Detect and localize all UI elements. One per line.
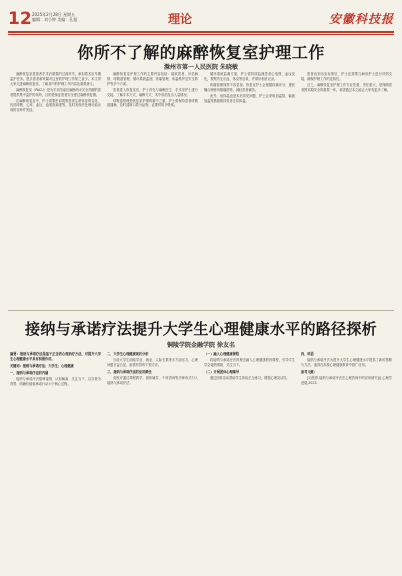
section-title: 理论 [168, 12, 193, 26]
article2-body [10, 350, 392, 570]
article1-column [301, 72, 392, 304]
date-info [32, 12, 77, 22]
paragraph: 接纳与承诺疗法强调接纳、认知解离、关注当下、以自我为背景、明确价值和承诺行动六个核心过程。 [10, 376, 101, 386]
article2-column [204, 350, 295, 570]
article2-column [10, 350, 101, 570]
article1-column [107, 72, 198, 304]
header-rule-thin [8, 34, 394, 35]
newspaper-brand: 安徽科技报 [328, 12, 394, 26]
article1-body [10, 72, 392, 304]
paragraph: 麻醉恢复室是患者手术后重要的过渡环节，承担着术后早期监护任务。很多患者和家属对这里的护理工作知之甚少。本文带大家走进麻醉恢复室，了解其中的护理工作内容及重要意义。 [10, 72, 101, 86]
paragraph: 通过团体活动帮助学生体验正念练习，增强心理灵活性。 [210, 375, 290, 380]
article2-title: 接纳与承诺疗法提升大学生心理健康水平的路径探析 [25, 320, 377, 338]
paragraph: [1]张婷.接纳与承诺疗法在心理咨询中的应用研究[J].心理学进展,2023. [301, 375, 392, 385]
paragraph: 当前大学生面临学业、就业、人际关系等多方面压力，心理问题日益凸显，亟需有效的干预方法。 [107, 357, 198, 367]
paragraph: 四、结语 [301, 352, 314, 356]
page-header [8, 10, 394, 32]
article1-column [204, 72, 295, 304]
page-number: 12 [8, 9, 32, 29]
date-line: 2025年2月28日 星期五 [32, 12, 76, 17]
header-rule [8, 31, 394, 33]
paragraph: 参考文献： [301, 369, 317, 374]
article-divider [8, 310, 394, 311]
article1-author: 滁州市第一人民医院 朱晓敏 [163, 64, 239, 71]
paragraph: 三、接纳与承诺疗法的应用路径 [107, 369, 152, 374]
paragraph: 此外，低体温也是术后常见问题，护士会采取加温毯、输液加温等措施维持患者正常体温。 [204, 93, 295, 103]
paragraph: 摘要：接纳与承诺疗法是基于正念的心理治疗方法，对提升大学生心理健康水平具有积极作用。 [10, 352, 101, 361]
paragraph: 疼痛管理同样不容忽视。恢复室护士会根据疼痛评分，遵医嘱合理使用镇痛药物，减轻患者痛苦。 [204, 82, 295, 92]
paragraph: 关键词：接纳与承诺疗法；大学生；心理健康 [10, 363, 74, 368]
paragraph: 患者达到出室标准后，护士还需要与病房护士进行详细交接，确保护理工作的连续性。 [301, 72, 392, 81]
paragraph: （一）融入心理健康课程 [204, 352, 240, 356]
paragraph: （二）开展团体心理辅导 [204, 369, 240, 374]
paragraph: 二、大学生心理健康现状分析 [107, 352, 149, 356]
article1-column [10, 72, 101, 304]
paragraph: 将接纳与承诺疗法的理念融入心理健康教育课程，引导学生学会接纳情绪、关注当下。 [204, 357, 295, 367]
paragraph: 循环系统监测方面，护士需持续监测患者心电图、血压变化，观察有无出血、休克等征象，并做好相应记录。 [204, 72, 295, 81]
paragraph: 一、接纳与承诺疗法的内涵 [10, 370, 49, 375]
editor-line: 编辑：刘小钟 美编：孔超 [32, 17, 78, 22]
paragraph: 麻醉恢复室护理工作的主要内容包括：接收患者、评估病情、呼吸道管理、循环系统监测、疼痛管理、体温维护及安全防护等多个方面。 [107, 72, 198, 86]
paragraph: 患者进入恢复室后，护士首先与麻醉医生、手术室护士进行交接，了解手术方式、麻醉方式、术中用药及出入量情况。 [107, 87, 198, 97]
paragraph: 总之，麻醉恢复室护理工作专业性强、责任重大，是保障患者围术期安全的重要一环，希望通过本文能让大家有更多了解。 [301, 82, 392, 92]
paragraph: 接纳与承诺疗法为提升大学生心理健康水平提供了新的思路与方法，值得在高校心理健康教育中推广应用。 [301, 357, 392, 367]
paragraph: 高校可通过课程教学、团体辅导、个体咨询等多种形式引入接纳与承诺疗法。 [107, 375, 198, 385]
article1-title: 你所不了解的麻醉恢复室护理工作 [77, 43, 325, 62]
paragraph: 在麻醉恢复室中，护士需要密切观察患者生命体征的变化，包括呼吸、心率、血压、血氧饱和度等，及时发现并处理可能出现的各种并发症。 [10, 98, 101, 113]
article2-column [301, 350, 392, 570]
paragraph: 呼吸道管理是恢复室护理的重中之重，护士需保持患者呼吸道通畅，及时清除口鼻分泌物，必要时给予吸氧。 [107, 98, 198, 108]
article2-author: 铜陵学院金融学院 徐友名 [166, 342, 236, 349]
article2-column [107, 350, 198, 570]
paragraph: 麻醉恢复室（PACU）是为手术结束后麻醉尚未完全苏醒的患者提供集中监护的场所，目的是保证患者安全度过麻醉恢复期。 [10, 87, 101, 97]
